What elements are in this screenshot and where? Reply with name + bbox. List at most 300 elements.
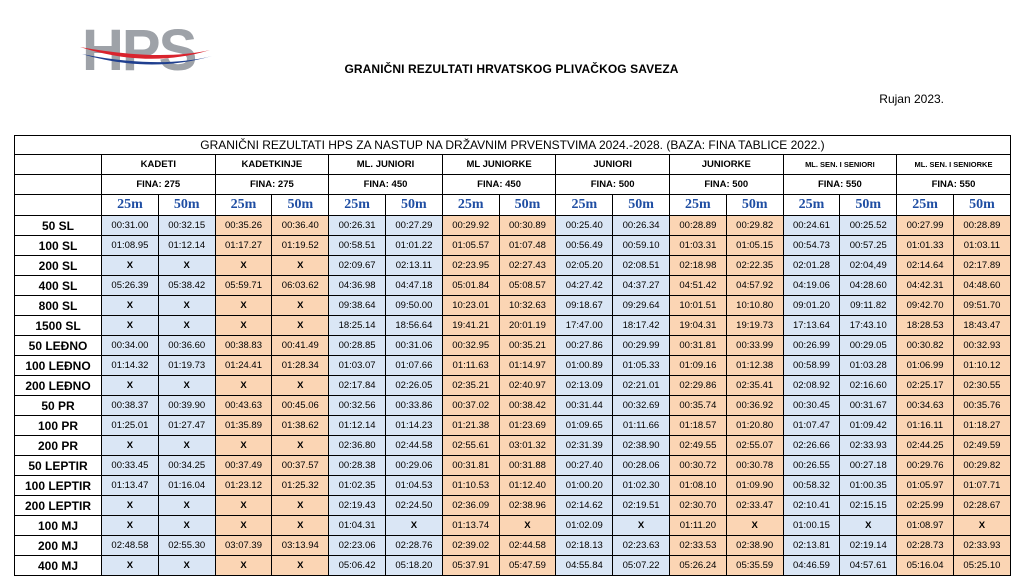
- event-label: 400 MJ: [15, 556, 102, 576]
- time-cell: 02:21.01: [613, 376, 670, 396]
- time-cell: 00:30.72: [669, 456, 726, 476]
- time-cell: 01:16.04: [158, 476, 215, 496]
- time-cell: 00:38.42: [499, 396, 556, 416]
- pool-length-header: 25m: [783, 195, 840, 216]
- event-label: 100 LEPTIR: [15, 476, 102, 496]
- time-cell: 01:23.69: [499, 416, 556, 436]
- time-cell: 00:57.25: [840, 236, 897, 256]
- time-cell: 05:26.24: [669, 556, 726, 576]
- time-cell: 01:19.52: [272, 236, 329, 256]
- time-cell: 02:18.13: [556, 536, 613, 556]
- time-cell: 00:58.51: [329, 236, 386, 256]
- time-cell: 00:29.05: [840, 336, 897, 356]
- time-cell: 00:35.76: [953, 396, 1010, 416]
- fina-base-header: FINA: 550: [897, 175, 1011, 195]
- event-label: 200 PR: [15, 436, 102, 456]
- time-cell: 02:15.15: [840, 496, 897, 516]
- fina-header-row: [15, 175, 1011, 195]
- time-cell: 05:06.42: [329, 556, 386, 576]
- time-cell: 01:12.14: [329, 416, 386, 436]
- time-cell: X: [158, 296, 215, 316]
- table-row: [15, 436, 1011, 456]
- time-cell: X: [272, 256, 329, 276]
- time-cell: 01:14.32: [102, 356, 159, 376]
- fina-base-header: FINA: 450: [329, 175, 443, 195]
- time-cell: 10:10.80: [726, 296, 783, 316]
- time-cell: X: [102, 256, 159, 276]
- time-cell: 09:42.70: [897, 296, 954, 316]
- time-cell: 00:28.89: [953, 216, 1010, 236]
- pool-length-header: 25m: [329, 195, 386, 216]
- time-cell: X: [158, 556, 215, 576]
- table-row: [15, 376, 1011, 396]
- event-label: 200 LEPTIR: [15, 496, 102, 516]
- event-label: 1500 SL: [15, 316, 102, 336]
- time-cell: X: [840, 516, 897, 536]
- time-cell: 18:28.53: [897, 316, 954, 336]
- time-cell: 03:07.39: [215, 536, 272, 556]
- pool-length-header: 50m: [499, 195, 556, 216]
- time-cell: 00:24.61: [783, 216, 840, 236]
- time-cell: 04:47.18: [385, 276, 442, 296]
- time-cell: 04:48.60: [953, 276, 1010, 296]
- time-cell: X: [102, 316, 159, 336]
- event-label: 200 MJ: [15, 536, 102, 556]
- time-cell: 00:45.06: [272, 396, 329, 416]
- time-cell: 04:37.27: [613, 276, 670, 296]
- time-cell: 02:38.90: [726, 536, 783, 556]
- time-cell: 00:35.26: [215, 216, 272, 236]
- time-cell: 01:04.31: [329, 516, 386, 536]
- time-cell: 05:35.59: [726, 556, 783, 576]
- pool-length-header: 25m: [102, 195, 159, 216]
- time-cell: 00:29.82: [953, 456, 1010, 476]
- time-cell: 00:34.00: [102, 336, 159, 356]
- time-cell: 02:04,49: [840, 256, 897, 276]
- time-cell: 02:49.59: [953, 436, 1010, 456]
- corner-cell: [15, 155, 102, 175]
- time-cell: 00:25.52: [840, 216, 897, 236]
- time-cell: 02:23.63: [613, 536, 670, 556]
- time-cell: X: [102, 436, 159, 456]
- time-cell: 02:31.39: [556, 436, 613, 456]
- time-cell: 04:57.92: [726, 276, 783, 296]
- time-cell: X: [158, 316, 215, 336]
- time-cell: 03:13.94: [272, 536, 329, 556]
- time-cell: 09:11.82: [840, 296, 897, 316]
- time-cell: 04:46.59: [783, 556, 840, 576]
- time-cell: 02:09.67: [329, 256, 386, 276]
- fina-base-header: FINA: 450: [442, 175, 556, 195]
- time-cell: 01:19.73: [158, 356, 215, 376]
- time-cell: 09:38.64: [329, 296, 386, 316]
- time-cell: 00:27.18: [840, 456, 897, 476]
- time-cell: 04:19.06: [783, 276, 840, 296]
- event-label: 100 PR: [15, 416, 102, 436]
- event-label: 50 SL: [15, 216, 102, 236]
- time-cell: 05:47.59: [499, 556, 556, 576]
- time-cell: 10:01.51: [669, 296, 726, 316]
- time-cell: 01:14.97: [499, 356, 556, 376]
- time-cell: 02:30.70: [669, 496, 726, 516]
- time-cell: 00:31.00: [102, 216, 159, 236]
- time-cell: X: [102, 376, 159, 396]
- time-cell: 01:07.47: [783, 416, 840, 436]
- time-cell: 02:08.51: [613, 256, 670, 276]
- category-header: ML JUNIORKE: [442, 155, 556, 175]
- table-row: [15, 536, 1011, 556]
- time-cell: X: [272, 376, 329, 396]
- time-cell: 01:02.35: [329, 476, 386, 496]
- time-cell: 01:13.74: [442, 516, 499, 536]
- time-cell: 02:35.21: [442, 376, 499, 396]
- time-cell: 05:01.84: [442, 276, 499, 296]
- time-cell: 00:39.90: [158, 396, 215, 416]
- time-cell: 05:37.91: [442, 556, 499, 576]
- time-cell: 02:13.09: [556, 376, 613, 396]
- time-cell: 01:03.31: [669, 236, 726, 256]
- time-cell: 09:29.64: [613, 296, 670, 316]
- time-cell: 05:07.22: [613, 556, 670, 576]
- time-cell: 00:59.10: [613, 236, 670, 256]
- time-cell: 17:43.10: [840, 316, 897, 336]
- fina-base-header: FINA: 500: [669, 175, 783, 195]
- time-cell: 01:07.48: [499, 236, 556, 256]
- time-cell: 00:29.82: [726, 216, 783, 236]
- table-row: [15, 216, 1011, 236]
- corner-cell: [15, 195, 102, 216]
- table-row: [15, 336, 1011, 356]
- event-label: 200 LEĐNO: [15, 376, 102, 396]
- time-cell: X: [272, 496, 329, 516]
- time-cell: 00:37.57: [272, 456, 329, 476]
- event-label: 100 LEĐNO: [15, 356, 102, 376]
- table-row: [15, 556, 1011, 576]
- time-cell: 00:36.92: [726, 396, 783, 416]
- time-cell: X: [215, 436, 272, 456]
- time-cell: 01:14.23: [385, 416, 442, 436]
- time-cell: 00:38.83: [215, 336, 272, 356]
- time-cell: 00:36.60: [158, 336, 215, 356]
- time-cell: 01:17.27: [215, 236, 272, 256]
- time-cell: 02:17.84: [329, 376, 386, 396]
- time-cell: 01:01.33: [897, 236, 954, 256]
- time-cell: 01:09.16: [669, 356, 726, 376]
- time-cell: 01:03.28: [840, 356, 897, 376]
- pool-length-header: 50m: [840, 195, 897, 216]
- time-cell: 01:13.47: [102, 476, 159, 496]
- event-label: 100 MJ: [15, 516, 102, 536]
- time-cell: 02:44.25: [897, 436, 954, 456]
- time-cell: 01:18.27: [953, 416, 1010, 436]
- time-cell: 19:04.31: [669, 316, 726, 336]
- time-cell: 02:08.92: [783, 376, 840, 396]
- table-row: [15, 396, 1011, 416]
- time-cell: 02:28.73: [897, 536, 954, 556]
- time-cell: 02:13.81: [783, 536, 840, 556]
- time-cell: 02:55.07: [726, 436, 783, 456]
- time-cell: 00:26.34: [613, 216, 670, 236]
- time-cell: 05:18.20: [385, 556, 442, 576]
- event-label: 800 SL: [15, 296, 102, 316]
- time-cell: 02:36.80: [329, 436, 386, 456]
- time-cell: 02:14.64: [897, 256, 954, 276]
- time-cell: 00:38.37: [102, 396, 159, 416]
- time-cell: 00:29.99: [613, 336, 670, 356]
- time-cell: X: [102, 496, 159, 516]
- event-label: 200 SL: [15, 256, 102, 276]
- time-cell: X: [102, 556, 159, 576]
- time-cell: 00:58.99: [783, 356, 840, 376]
- time-cell: X: [613, 516, 670, 536]
- pool-length-header: 50m: [158, 195, 215, 216]
- time-cell: 00:34.63: [897, 396, 954, 416]
- table-row: [15, 496, 1011, 516]
- event-label: 50 LEĐNO: [15, 336, 102, 356]
- time-cell: 01:28.34: [272, 356, 329, 376]
- time-cell: 00:37.49: [215, 456, 272, 476]
- time-cell: 05:26.39: [102, 276, 159, 296]
- time-cell: X: [272, 516, 329, 536]
- time-cell: 04:55.84: [556, 556, 613, 576]
- category-header: ML. JUNIORI: [329, 155, 443, 175]
- time-cell: 00:28.85: [329, 336, 386, 356]
- time-cell: 00:29.06: [385, 456, 442, 476]
- time-cell: 00:32.95: [442, 336, 499, 356]
- time-cell: 00:29.92: [442, 216, 499, 236]
- pool-length-header: 50m: [613, 195, 670, 216]
- time-cell: X: [158, 376, 215, 396]
- pool-length-header: 25m: [669, 195, 726, 216]
- time-cell: 05:16.04: [897, 556, 954, 576]
- time-cell: 02:29.86: [669, 376, 726, 396]
- time-cell: 00:31.88: [499, 456, 556, 476]
- time-cell: 01:05.15: [726, 236, 783, 256]
- time-cell: 01:16.11: [897, 416, 954, 436]
- time-cell: 01:11.20: [669, 516, 726, 536]
- time-cell: 01:12.40: [499, 476, 556, 496]
- time-cell: 02:10.41: [783, 496, 840, 516]
- time-cell: 05:38.42: [158, 276, 215, 296]
- time-cell: 01:25.32: [272, 476, 329, 496]
- time-cell: 02:26.05: [385, 376, 442, 396]
- time-cell: 00:37.02: [442, 396, 499, 416]
- event-label: 50 PR: [15, 396, 102, 416]
- time-cell: 01:08.97: [897, 516, 954, 536]
- time-cell: X: [215, 496, 272, 516]
- category-header-row: [15, 155, 1011, 175]
- time-cell: X: [158, 496, 215, 516]
- time-cell: 00:32.56: [329, 396, 386, 416]
- table-row: [15, 236, 1011, 256]
- time-cell: 00:30.45: [783, 396, 840, 416]
- time-cell: 02:27.43: [499, 256, 556, 276]
- time-cell: 02:33.53: [669, 536, 726, 556]
- time-cell: X: [215, 556, 272, 576]
- pool-length-header: 25m: [897, 195, 954, 216]
- table-row: [15, 356, 1011, 376]
- pool-length-header: 50m: [726, 195, 783, 216]
- time-cell: 02:19.43: [329, 496, 386, 516]
- time-cell: 18:25.14: [329, 316, 386, 336]
- table-row: [15, 276, 1011, 296]
- category-header: KADETKINJE: [215, 155, 329, 175]
- table-row: [15, 476, 1011, 496]
- time-cell: 00:32.69: [613, 396, 670, 416]
- pool-header-row: [15, 195, 1011, 216]
- time-cell: 01:07.71: [953, 476, 1010, 496]
- time-cell: 01:10.12: [953, 356, 1010, 376]
- time-cell: 05:25.10: [953, 556, 1010, 576]
- time-cell: 00:27.99: [897, 216, 954, 236]
- time-cell: 01:08.95: [102, 236, 159, 256]
- time-cell: 02:33.93: [840, 436, 897, 456]
- time-cell: 00:36.40: [272, 216, 329, 236]
- time-cell: 02:33.47: [726, 496, 783, 516]
- time-cell: 02:17.89: [953, 256, 1010, 276]
- time-cell: 05:08.57: [499, 276, 556, 296]
- time-cell: 02:19.51: [613, 496, 670, 516]
- time-cell: 00:31.81: [669, 336, 726, 356]
- time-cell: 01:38.62: [272, 416, 329, 436]
- time-cell: 17:13.64: [783, 316, 840, 336]
- time-cell: X: [272, 556, 329, 576]
- time-cell: 00:32.93: [953, 336, 1010, 356]
- time-cell: 00:26.31: [329, 216, 386, 236]
- time-cell: 00:33.99: [726, 336, 783, 356]
- time-cell: 01:27.47: [158, 416, 215, 436]
- time-cell: 02:25.17: [897, 376, 954, 396]
- time-cell: 00:25.40: [556, 216, 613, 236]
- time-cell: 02:44.58: [385, 436, 442, 456]
- time-cell: 02:38.90: [613, 436, 670, 456]
- time-cell: 04:57.61: [840, 556, 897, 576]
- time-cell: 01:02.09: [556, 516, 613, 536]
- time-cell: 05:59.71: [215, 276, 272, 296]
- logo-text: HPS: [82, 20, 196, 75]
- results-table: [14, 135, 1011, 576]
- time-cell: 02:19.14: [840, 536, 897, 556]
- time-cell: 00:30.82: [897, 336, 954, 356]
- time-cell: 02:38.96: [499, 496, 556, 516]
- event-label: 50 LEPTIR: [15, 456, 102, 476]
- time-cell: 04:51.42: [669, 276, 726, 296]
- time-cell: 00:26.99: [783, 336, 840, 356]
- time-cell: 01:21.38: [442, 416, 499, 436]
- time-cell: 02:39.02: [442, 536, 499, 556]
- document-title: GRANIČNI REZULTATI HRVATSKOG PLIVAČKOG SAVEZA: [344, 62, 679, 76]
- time-cell: X: [272, 436, 329, 456]
- time-cell: 00:54.73: [783, 236, 840, 256]
- time-cell: 00:35.74: [669, 396, 726, 416]
- time-cell: 02:49.55: [669, 436, 726, 456]
- time-cell: 02:22.35: [726, 256, 783, 276]
- fina-base-header: FINA: 550: [783, 175, 897, 195]
- time-cell: 01:00.15: [783, 516, 840, 536]
- time-cell: 02:16.60: [840, 376, 897, 396]
- time-cell: 01:03.11: [953, 236, 1010, 256]
- time-cell: 01:10.53: [442, 476, 499, 496]
- time-cell: X: [385, 516, 442, 536]
- time-cell: 01:20.80: [726, 416, 783, 436]
- time-cell: 00:27.40: [556, 456, 613, 476]
- time-cell: X: [215, 376, 272, 396]
- time-cell: 00:26.55: [783, 456, 840, 476]
- time-cell: 01:09.90: [726, 476, 783, 496]
- time-cell: X: [272, 296, 329, 316]
- time-cell: 02:44.58: [499, 536, 556, 556]
- table-title: GRANIČNI REZULTATI HPS ZA NASTUP NA DRŽAVNIM PRVENSTVIMA 2024.-2028. (BAZA: FINA TABLICE 2022.): [15, 136, 1011, 155]
- time-cell: 00:30.78: [726, 456, 783, 476]
- time-cell: 02:28.76: [385, 536, 442, 556]
- time-cell: 00:27.86: [556, 336, 613, 356]
- time-cell: X: [215, 256, 272, 276]
- time-cell: 02:24.50: [385, 496, 442, 516]
- time-cell: 02:30.55: [953, 376, 1010, 396]
- time-cell: 01:09.65: [556, 416, 613, 436]
- time-cell: 17:47.00: [556, 316, 613, 336]
- time-cell: 01:00.20: [556, 476, 613, 496]
- time-cell: 10:32.63: [499, 296, 556, 316]
- time-cell: 02:55.30: [158, 536, 215, 556]
- time-cell: 02:33.93: [953, 536, 1010, 556]
- time-cell: 01:06.99: [897, 356, 954, 376]
- time-cell: 00:31.06: [385, 336, 442, 356]
- pool-length-header: 25m: [215, 195, 272, 216]
- time-cell: 02:23.06: [329, 536, 386, 556]
- time-cell: 09:18.67: [556, 296, 613, 316]
- time-cell: X: [158, 256, 215, 276]
- time-cell: 00:31.44: [556, 396, 613, 416]
- time-cell: 04:27.42: [556, 276, 613, 296]
- time-cell: 01:08.10: [669, 476, 726, 496]
- time-cell: 02:35.41: [726, 376, 783, 396]
- time-cell: 02:36.09: [442, 496, 499, 516]
- fina-base-header: FINA: 275: [215, 175, 329, 195]
- corner-cell: [15, 175, 102, 195]
- time-cell: 09:51.70: [953, 296, 1010, 316]
- time-cell: X: [953, 516, 1010, 536]
- time-cell: 01:18.57: [669, 416, 726, 436]
- table-row: [15, 296, 1011, 316]
- time-cell: 02:13.11: [385, 256, 442, 276]
- time-cell: 04:42.31: [897, 276, 954, 296]
- time-cell: 10:23.01: [442, 296, 499, 316]
- time-cell: 00:35.21: [499, 336, 556, 356]
- time-cell: 03:01.32: [499, 436, 556, 456]
- time-cell: 02:14.62: [556, 496, 613, 516]
- time-cell: 01:23.12: [215, 476, 272, 496]
- time-cell: 04:28.60: [840, 276, 897, 296]
- time-cell: X: [102, 516, 159, 536]
- time-cell: 01:12.14: [158, 236, 215, 256]
- fina-base-header: FINA: 500: [556, 175, 670, 195]
- time-cell: 09:50.00: [385, 296, 442, 316]
- pool-length-header: 50m: [385, 195, 442, 216]
- time-cell: 01:11.63: [442, 356, 499, 376]
- time-cell: 18:17.42: [613, 316, 670, 336]
- category-header: ML. SEN. I SENIORI: [783, 155, 897, 175]
- time-cell: 00:28.89: [669, 216, 726, 236]
- event-label: 400 SL: [15, 276, 102, 296]
- time-cell: X: [726, 516, 783, 536]
- time-cell: 00:58.32: [783, 476, 840, 496]
- time-cell: 02:40.97: [499, 376, 556, 396]
- time-cell: 01:07.66: [385, 356, 442, 376]
- time-cell: 01:03.07: [329, 356, 386, 376]
- time-cell: 00:31.67: [840, 396, 897, 416]
- time-cell: X: [215, 296, 272, 316]
